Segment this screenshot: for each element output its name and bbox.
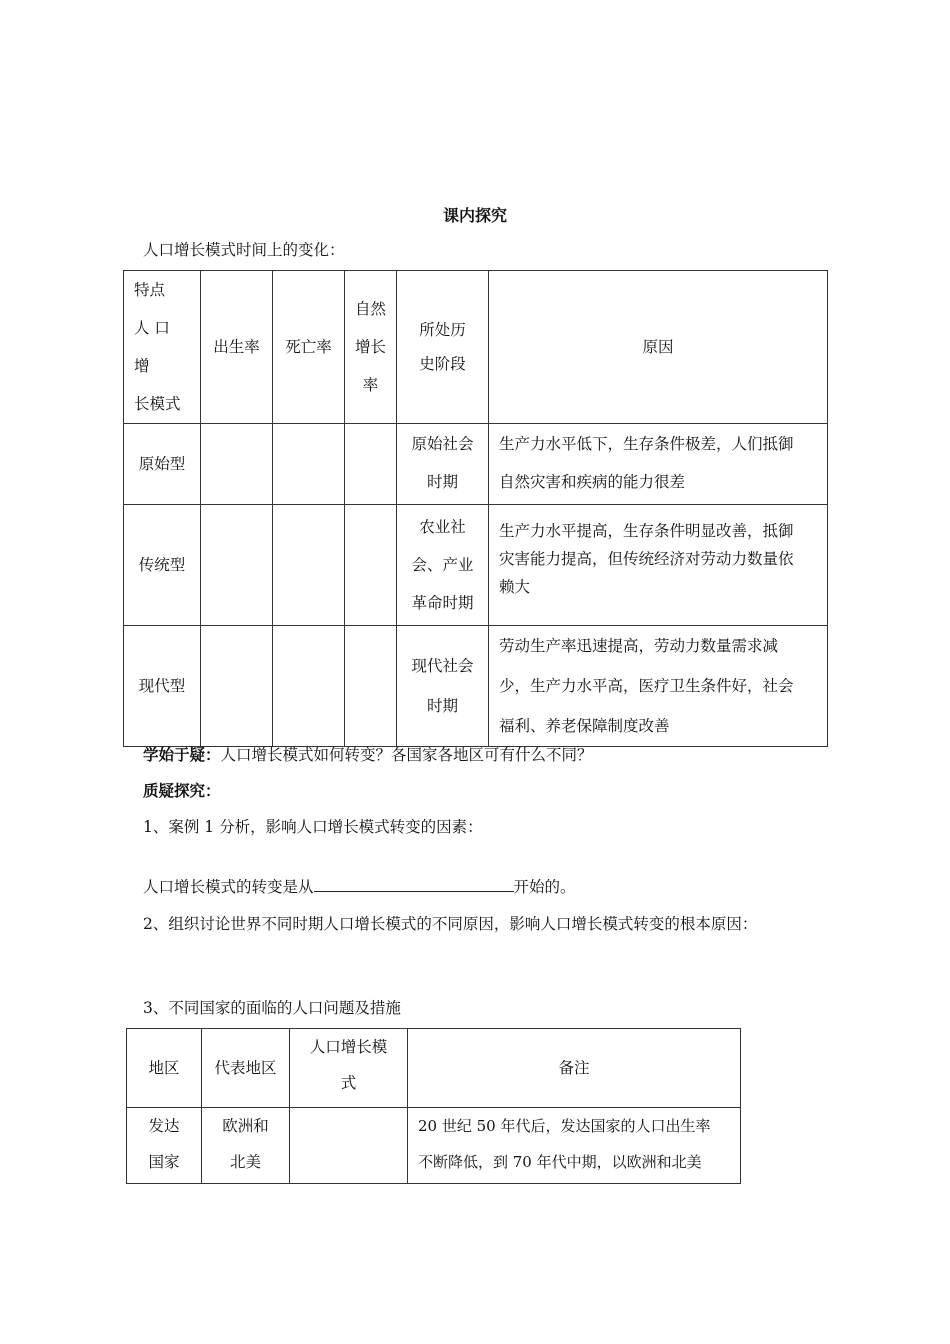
header-birth-rate: 出生率 (201, 271, 273, 424)
table2-header-row (127, 1029, 741, 1108)
table-row (124, 505, 828, 626)
item-1: 1、案例 1 分析，影响人口增长模式转变的因素： (143, 818, 483, 836)
table-row (124, 424, 828, 505)
row-natural-growth (345, 626, 397, 747)
header-death-rate: 死亡率 (273, 271, 345, 424)
row-representative: 欧洲和 北美 (202, 1108, 290, 1184)
row-growth-mode (290, 1108, 408, 1184)
row-note: 20 世纪 50 年代后，发达国家的人口出生率 不断降低，到 70 年代中期，以欧洲和北美 (408, 1108, 741, 1184)
item-2: 2、组织讨论世界不同时期人口增长模式的不同原因，影响人口增长模式转变的根本原因： (143, 915, 758, 933)
row-type: 原始型 (124, 424, 201, 505)
row-type: 传统型 (124, 505, 201, 626)
section-heading: 课内探究 (442, 206, 507, 225)
header-representative: 代表地区 (202, 1029, 290, 1108)
header-natural-growth: 自然 增长 率 (345, 271, 397, 424)
row-natural-growth (345, 505, 397, 626)
row-stage: 原始社会 时期 (397, 424, 489, 505)
row-stage: 农业社 会、产业 革命时期 (397, 505, 489, 626)
row-reason: 生产力水平提高，生存条件明显改善，抵御 灾害能力提高，但传统经济对劳动力数量依 赖大 (489, 505, 828, 626)
table-row (127, 1108, 741, 1184)
intro-text: 人口增长模式时间上的变化： (143, 241, 345, 259)
question-line (143, 743, 593, 765)
row-birth-rate (201, 424, 273, 505)
header-region: 地区 (127, 1029, 202, 1108)
explore-label: 质疑探究： (143, 781, 221, 800)
header-note: 备注 (408, 1029, 741, 1108)
row-reason: 劳动生产率迅速提高，劳动力数量需求减 少，生产力水平高，医疗卫生条件好，社会 福利、养老保障制度改善 (489, 626, 828, 747)
table-header-row (124, 271, 828, 424)
question-label: 学始于疑： (143, 745, 221, 764)
question-text: 人口增长模式如何转变？各国家各地区可有什么不同？ (220, 746, 593, 764)
population-problems-table (126, 1028, 741, 1184)
row-natural-growth (345, 424, 397, 505)
fill-after: 开始的。 (513, 878, 576, 896)
row-birth-rate (201, 505, 273, 626)
fill-before: 人口增长模式的转变是从 (143, 878, 314, 896)
row-stage: 现代社会 时期 (397, 626, 489, 747)
header-feature: 特点 人 口 增 长模式 (124, 271, 201, 424)
table-row (124, 626, 828, 747)
fill-blank[interactable] (314, 875, 514, 892)
row-death-rate (273, 424, 345, 505)
row-region: 发达 国家 (127, 1108, 202, 1184)
row-death-rate (273, 505, 345, 626)
row-death-rate (273, 626, 345, 747)
growth-mode-table (123, 270, 828, 747)
row-type: 现代型 (124, 626, 201, 747)
fill-in-sentence (143, 875, 576, 897)
header-stage: 所处历 史阶段 (397, 271, 489, 424)
header-reason: 原因 (489, 271, 828, 424)
row-reason: 生产力水平低下，生存条件极差，人们抵御 自然灾害和疾病的能力很差 (489, 424, 828, 505)
row-birth-rate (201, 626, 273, 747)
header-growth-mode: 人口增长模 式 (290, 1029, 408, 1108)
item-3: 3、不同国家的面临的人口问题及措施 (143, 999, 401, 1017)
